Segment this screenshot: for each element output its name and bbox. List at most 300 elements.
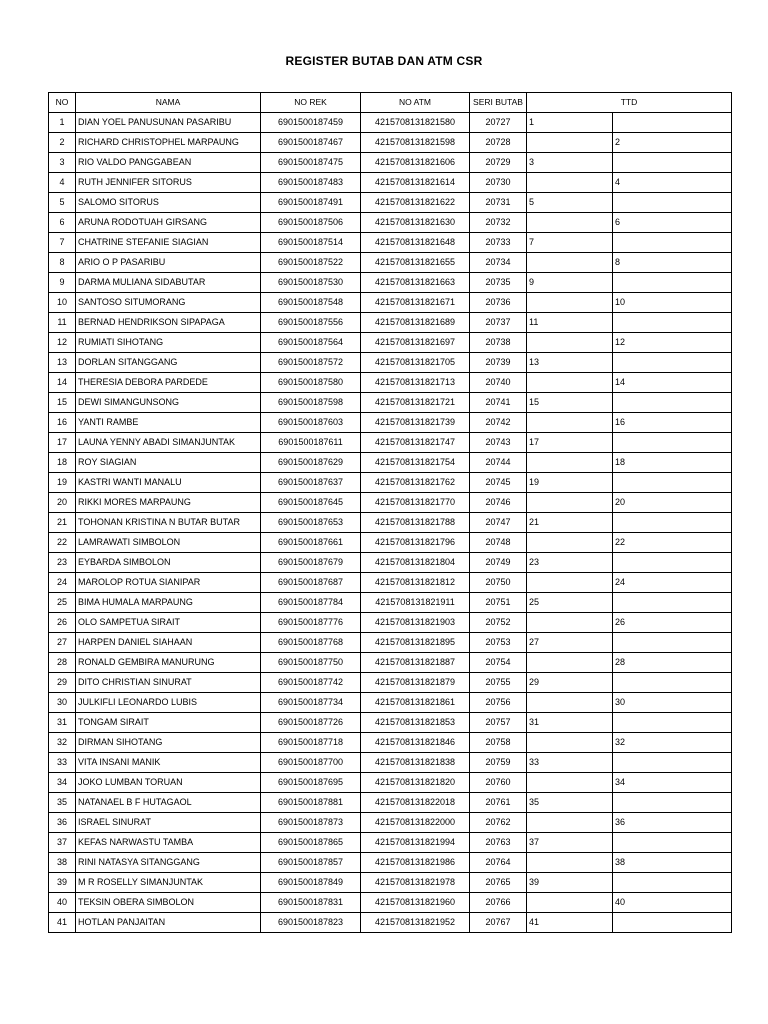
row-account-number-cell: 6901500187645 xyxy=(261,493,361,513)
table-row xyxy=(49,653,732,673)
row-butab-serial-cell: 20753 xyxy=(470,633,527,653)
row-signature-cell: 3 xyxy=(527,153,613,173)
table-row xyxy=(49,493,732,513)
row-signature-cell: 41 xyxy=(527,913,613,933)
row-name-cell: YANTI RAMBE xyxy=(76,413,261,433)
table-row xyxy=(49,233,732,253)
row-signature-blank xyxy=(613,673,732,693)
row-signature-cell: 13 xyxy=(527,353,613,373)
row-butab-serial-cell: 20760 xyxy=(470,773,527,793)
table-row xyxy=(49,153,732,173)
row-atm-number-cell: 4215708131821887 xyxy=(361,653,470,673)
row-account-number-cell: 6901500187506 xyxy=(261,213,361,233)
row-name-cell: MAROLOP ROTUA SIANIPAR xyxy=(76,573,261,593)
row-no-cell: 13 xyxy=(49,353,76,373)
row-no-cell: 1 xyxy=(49,113,76,133)
row-atm-number-cell: 4215708131821861 xyxy=(361,693,470,713)
row-name-cell: RINI NATASYA SITANGGANG xyxy=(76,853,261,873)
row-name-cell: DORLAN SITANGGANG xyxy=(76,353,261,373)
column-header-no: NO xyxy=(49,93,76,113)
row-signature-blank xyxy=(613,313,732,333)
row-name-cell: OLO SAMPETUA SIRAIT xyxy=(76,613,261,633)
row-atm-number-cell: 4215708131821689 xyxy=(361,313,470,333)
row-no-cell: 35 xyxy=(49,793,76,813)
row-signature-cell: 6 xyxy=(613,213,732,233)
row-atm-number-cell: 4215708131821911 xyxy=(361,593,470,613)
row-name-cell: CHATRINE STEFANIE SIAGIAN xyxy=(76,233,261,253)
row-atm-number-cell: 4215708131821648 xyxy=(361,233,470,253)
row-account-number-cell: 6901500187742 xyxy=(261,673,361,693)
row-name-cell: M R ROSELLY SIMANJUNTAK xyxy=(76,873,261,893)
row-no-cell: 19 xyxy=(49,473,76,493)
row-butab-serial-cell: 20749 xyxy=(470,553,527,573)
table-row xyxy=(49,173,732,193)
row-butab-serial-cell: 20756 xyxy=(470,693,527,713)
row-account-number-cell: 6901500187514 xyxy=(261,233,361,253)
row-atm-number-cell: 4215708131821762 xyxy=(361,473,470,493)
row-atm-number-cell: 4215708131821853 xyxy=(361,713,470,733)
row-butab-serial-cell: 20742 xyxy=(470,413,527,433)
row-butab-serial-cell: 20765 xyxy=(470,873,527,893)
row-signature-blank xyxy=(613,873,732,893)
row-atm-number-cell: 4215708131821820 xyxy=(361,773,470,793)
row-no-cell: 17 xyxy=(49,433,76,453)
row-atm-number-cell: 4215708131821614 xyxy=(361,173,470,193)
row-signature-cell: 36 xyxy=(613,813,732,833)
row-no-cell: 12 xyxy=(49,333,76,353)
row-signature-blank xyxy=(613,473,732,493)
row-no-cell: 7 xyxy=(49,233,76,253)
row-butab-serial-cell: 20730 xyxy=(470,173,527,193)
row-no-cell: 16 xyxy=(49,413,76,433)
row-signature-blank xyxy=(527,333,613,353)
row-signature-blank xyxy=(613,793,732,813)
row-signature-cell: 19 xyxy=(527,473,613,493)
row-signature-blank xyxy=(613,393,732,413)
row-signature-cell: 29 xyxy=(527,673,613,693)
row-account-number-cell: 6901500187679 xyxy=(261,553,361,573)
row-signature-blank xyxy=(613,833,732,853)
row-no-cell: 39 xyxy=(49,873,76,893)
row-account-number-cell: 6901500187726 xyxy=(261,713,361,733)
table-row xyxy=(49,793,732,813)
row-name-cell: ARUNA RODOTUAH GIRSANG xyxy=(76,213,261,233)
row-no-cell: 29 xyxy=(49,673,76,693)
row-account-number-cell: 6901500187768 xyxy=(261,633,361,653)
column-header-nama: NAMA xyxy=(76,93,261,113)
row-signature-blank xyxy=(527,413,613,433)
row-butab-serial-cell: 20766 xyxy=(470,893,527,913)
row-butab-serial-cell: 20741 xyxy=(470,393,527,413)
row-name-cell: SALOMO SITORUS xyxy=(76,193,261,213)
row-name-cell: LAMRAWATI SIMBOLON xyxy=(76,533,261,553)
row-signature-cell: 26 xyxy=(613,613,732,633)
row-name-cell: RUMIATI SIHOTANG xyxy=(76,333,261,353)
row-butab-serial-cell: 20763 xyxy=(470,833,527,853)
row-signature-cell: 22 xyxy=(613,533,732,553)
row-butab-serial-cell: 20736 xyxy=(470,293,527,313)
row-no-cell: 28 xyxy=(49,653,76,673)
row-name-cell: DEWI SIMANGUNSONG xyxy=(76,393,261,413)
row-signature-cell: 31 xyxy=(527,713,613,733)
document-title: REGISTER BUTAB DAN ATM CSR xyxy=(285,54,483,68)
row-butab-serial-cell: 20738 xyxy=(470,333,527,353)
row-signature-blank xyxy=(613,273,732,293)
row-signature-cell: 21 xyxy=(527,513,613,533)
row-signature-cell: 12 xyxy=(613,333,732,353)
table-row xyxy=(49,533,732,553)
row-name-cell: TONGAM SIRAIT xyxy=(76,713,261,733)
row-butab-serial-cell: 20728 xyxy=(470,133,527,153)
row-butab-serial-cell: 20761 xyxy=(470,793,527,813)
row-signature-cell: 37 xyxy=(527,833,613,853)
row-signature-cell: 7 xyxy=(527,233,613,253)
row-signature-blank xyxy=(527,733,613,753)
register-table xyxy=(48,92,732,933)
row-account-number-cell: 6901500187823 xyxy=(261,913,361,933)
row-atm-number-cell: 4215708131821879 xyxy=(361,673,470,693)
row-signature-cell: 1 xyxy=(527,113,613,133)
table-row xyxy=(49,393,732,413)
row-atm-number-cell: 4215708131821960 xyxy=(361,893,470,913)
row-name-cell: ROY SIAGIAN xyxy=(76,453,261,473)
row-butab-serial-cell: 20748 xyxy=(470,533,527,553)
row-atm-number-cell: 4215708131821598 xyxy=(361,133,470,153)
row-no-cell: 40 xyxy=(49,893,76,913)
row-account-number-cell: 6901500187865 xyxy=(261,833,361,853)
row-signature-blank xyxy=(613,233,732,253)
row-signature-cell: 35 xyxy=(527,793,613,813)
row-butab-serial-cell: 20731 xyxy=(470,193,527,213)
row-account-number-cell: 6901500187776 xyxy=(261,613,361,633)
row-atm-number-cell: 4215708131821903 xyxy=(361,613,470,633)
row-name-cell: BERNAD HENDRIKSON SIPAPAGA xyxy=(76,313,261,333)
row-account-number-cell: 6901500187857 xyxy=(261,853,361,873)
table-row xyxy=(49,413,732,433)
row-signature-cell: 10 xyxy=(613,293,732,313)
row-atm-number-cell: 4215708131821721 xyxy=(361,393,470,413)
row-atm-number-cell: 4215708131821812 xyxy=(361,573,470,593)
row-account-number-cell: 6901500187580 xyxy=(261,373,361,393)
row-signature-blank xyxy=(527,533,613,553)
row-account-number-cell: 6901500187629 xyxy=(261,453,361,473)
table-row xyxy=(49,633,732,653)
table-row xyxy=(49,373,732,393)
table-row xyxy=(49,713,732,733)
table-row xyxy=(49,133,732,153)
row-name-cell: BIMA HUMALA MARPAUNG xyxy=(76,593,261,613)
row-atm-number-cell: 4215708131822018 xyxy=(361,793,470,813)
row-account-number-cell: 6901500187475 xyxy=(261,153,361,173)
row-no-cell: 32 xyxy=(49,733,76,753)
table-row xyxy=(49,193,732,213)
row-account-number-cell: 6901500187831 xyxy=(261,893,361,913)
row-no-cell: 14 xyxy=(49,373,76,393)
row-signature-blank xyxy=(613,593,732,613)
row-butab-serial-cell: 20757 xyxy=(470,713,527,733)
row-signature-cell: 18 xyxy=(613,453,732,473)
row-no-cell: 30 xyxy=(49,693,76,713)
row-no-cell: 2 xyxy=(49,133,76,153)
table-row xyxy=(49,473,732,493)
row-name-cell: TOHONAN KRISTINA N BUTAR BUTAR xyxy=(76,513,261,533)
row-signature-blank xyxy=(527,293,613,313)
column-header-seri-butab: SERI BUTAB xyxy=(470,93,527,113)
row-no-cell: 37 xyxy=(49,833,76,853)
row-atm-number-cell: 4215708131821697 xyxy=(361,333,470,353)
row-butab-serial-cell: 20733 xyxy=(470,233,527,253)
row-name-cell: SANTOSO SITUMORANG xyxy=(76,293,261,313)
table-row xyxy=(49,753,732,773)
row-name-cell: RICHARD CHRISTOPHEL MARPAUNG xyxy=(76,133,261,153)
row-account-number-cell: 6901500187522 xyxy=(261,253,361,273)
row-atm-number-cell: 4215708131821747 xyxy=(361,433,470,453)
row-signature-blank xyxy=(613,553,732,573)
row-no-cell: 31 xyxy=(49,713,76,733)
column-header-no-rek: NO REK xyxy=(261,93,361,113)
table-row xyxy=(49,593,732,613)
table-row xyxy=(49,273,732,293)
row-signature-cell: 9 xyxy=(527,273,613,293)
row-butab-serial-cell: 20752 xyxy=(470,613,527,633)
row-atm-number-cell: 4215708131821580 xyxy=(361,113,470,133)
row-account-number-cell: 6901500187718 xyxy=(261,733,361,753)
row-atm-number-cell: 4215708131821663 xyxy=(361,273,470,293)
table-row xyxy=(49,333,732,353)
row-signature-cell: 20 xyxy=(613,493,732,513)
row-signature-cell: 5 xyxy=(527,193,613,213)
row-signature-cell: 14 xyxy=(613,373,732,393)
row-signature-cell: 16 xyxy=(613,413,732,433)
row-name-cell: THERESIA DEBORA PARDEDE xyxy=(76,373,261,393)
row-account-number-cell: 6901500187603 xyxy=(261,413,361,433)
row-butab-serial-cell: 20737 xyxy=(470,313,527,333)
row-account-number-cell: 6901500187784 xyxy=(261,593,361,613)
row-account-number-cell: 6901500187530 xyxy=(261,273,361,293)
row-no-cell: 10 xyxy=(49,293,76,313)
row-name-cell: ISRAEL SINURAT xyxy=(76,813,261,833)
table-row xyxy=(49,733,732,753)
table-row xyxy=(49,253,732,273)
row-signature-blank xyxy=(527,173,613,193)
row-name-cell: TEKSIN OBERA SIMBOLON xyxy=(76,893,261,913)
row-atm-number-cell: 4215708131821770 xyxy=(361,493,470,513)
row-butab-serial-cell: 20755 xyxy=(470,673,527,693)
row-no-cell: 4 xyxy=(49,173,76,193)
row-signature-cell: 11 xyxy=(527,313,613,333)
row-no-cell: 3 xyxy=(49,153,76,173)
table-row xyxy=(49,873,732,893)
row-butab-serial-cell: 20732 xyxy=(470,213,527,233)
row-atm-number-cell: 4215708131821895 xyxy=(361,633,470,653)
row-butab-serial-cell: 20744 xyxy=(470,453,527,473)
row-account-number-cell: 6901500187556 xyxy=(261,313,361,333)
table-body xyxy=(49,113,732,933)
row-name-cell: HOTLAN PANJAITAN xyxy=(76,913,261,933)
row-butab-serial-cell: 20754 xyxy=(470,653,527,673)
table-row xyxy=(49,113,732,133)
row-butab-serial-cell: 20759 xyxy=(470,753,527,773)
table-row xyxy=(49,573,732,593)
row-name-cell: JOKO LUMBAN TORUAN xyxy=(76,773,261,793)
row-butab-serial-cell: 20739 xyxy=(470,353,527,373)
row-account-number-cell: 6901500187637 xyxy=(261,473,361,493)
row-name-cell: ARIO O P PASARIBU xyxy=(76,253,261,273)
row-atm-number-cell: 4215708131821713 xyxy=(361,373,470,393)
row-no-cell: 24 xyxy=(49,573,76,593)
row-signature-cell: 15 xyxy=(527,393,613,413)
row-signature-blank xyxy=(527,653,613,673)
table-row xyxy=(49,613,732,633)
row-signature-blank xyxy=(613,153,732,173)
row-atm-number-cell: 4215708131821705 xyxy=(361,353,470,373)
row-no-cell: 26 xyxy=(49,613,76,633)
row-signature-blank xyxy=(527,253,613,273)
row-name-cell: RUTH JENNIFER SITORUS xyxy=(76,173,261,193)
row-name-cell: VITA INSANI MANIK xyxy=(76,753,261,773)
table-row xyxy=(49,813,732,833)
row-signature-cell: 39 xyxy=(527,873,613,893)
row-signature-blank xyxy=(527,693,613,713)
row-no-cell: 6 xyxy=(49,213,76,233)
column-header-ttd: TTD xyxy=(527,93,732,113)
row-signature-cell: 23 xyxy=(527,553,613,573)
row-atm-number-cell: 4215708131821671 xyxy=(361,293,470,313)
row-name-cell: JULKIFLI LEONARDO LUBIS xyxy=(76,693,261,713)
row-no-cell: 38 xyxy=(49,853,76,873)
row-account-number-cell: 6901500187734 xyxy=(261,693,361,713)
row-no-cell: 21 xyxy=(49,513,76,533)
row-name-cell: LAUNA YENNY ABADI SIMANJUNTAK xyxy=(76,433,261,453)
table-row xyxy=(49,513,732,533)
table-row xyxy=(49,773,732,793)
table-row xyxy=(49,553,732,573)
row-no-cell: 15 xyxy=(49,393,76,413)
row-no-cell: 27 xyxy=(49,633,76,653)
row-account-number-cell: 6901500187572 xyxy=(261,353,361,373)
row-signature-blank xyxy=(527,853,613,873)
row-atm-number-cell: 4215708131821846 xyxy=(361,733,470,753)
row-signature-blank xyxy=(613,113,732,133)
row-no-cell: 5 xyxy=(49,193,76,213)
table-row xyxy=(49,673,732,693)
row-signature-cell: 32 xyxy=(613,733,732,753)
row-account-number-cell: 6901500187687 xyxy=(261,573,361,593)
row-butab-serial-cell: 20746 xyxy=(470,493,527,513)
row-signature-blank xyxy=(527,573,613,593)
row-signature-cell: 30 xyxy=(613,693,732,713)
row-butab-serial-cell: 20758 xyxy=(470,733,527,753)
row-signature-cell: 40 xyxy=(613,893,732,913)
table-row xyxy=(49,353,732,373)
row-butab-serial-cell: 20729 xyxy=(470,153,527,173)
row-signature-cell: 24 xyxy=(613,573,732,593)
row-signature-blank xyxy=(613,513,732,533)
row-signature-blank xyxy=(527,773,613,793)
row-atm-number-cell: 4215708131821986 xyxy=(361,853,470,873)
row-account-number-cell: 6901500187695 xyxy=(261,773,361,793)
table-row xyxy=(49,833,732,853)
row-account-number-cell: 6901500187873 xyxy=(261,813,361,833)
row-account-number-cell: 6901500187849 xyxy=(261,873,361,893)
row-butab-serial-cell: 20747 xyxy=(470,513,527,533)
row-name-cell: DITO CHRISTIAN SINURAT xyxy=(76,673,261,693)
column-header-no-atm: NO ATM xyxy=(361,93,470,113)
row-signature-blank xyxy=(527,893,613,913)
row-signature-cell: 2 xyxy=(613,133,732,153)
row-no-cell: 11 xyxy=(49,313,76,333)
row-name-cell: HARPEN DANIEL SIAHAAN xyxy=(76,633,261,653)
row-butab-serial-cell: 20743 xyxy=(470,433,527,453)
row-signature-blank xyxy=(613,193,732,213)
row-name-cell: RONALD GEMBIRA MANURUNG xyxy=(76,653,261,673)
row-no-cell: 22 xyxy=(49,533,76,553)
row-signature-cell: 38 xyxy=(613,853,732,873)
row-atm-number-cell: 4215708131821838 xyxy=(361,753,470,773)
table-row xyxy=(49,853,732,873)
table-row xyxy=(49,893,732,913)
table-row xyxy=(49,313,732,333)
row-account-number-cell: 6901500187564 xyxy=(261,333,361,353)
row-atm-number-cell: 4215708131821622 xyxy=(361,193,470,213)
row-signature-blank xyxy=(527,613,613,633)
row-signature-cell: 34 xyxy=(613,773,732,793)
row-butab-serial-cell: 20767 xyxy=(470,913,527,933)
row-account-number-cell: 6901500187661 xyxy=(261,533,361,553)
table-row xyxy=(49,293,732,313)
row-signature-cell: 17 xyxy=(527,433,613,453)
row-signature-blank xyxy=(527,813,613,833)
row-signature-cell: 4 xyxy=(613,173,732,193)
row-account-number-cell: 6901500187491 xyxy=(261,193,361,213)
row-name-cell: DARMA MULIANA SIDABUTAR xyxy=(76,273,261,293)
row-no-cell: 36 xyxy=(49,813,76,833)
row-signature-blank xyxy=(527,453,613,473)
row-signature-cell: 25 xyxy=(527,593,613,613)
row-account-number-cell: 6901500187700 xyxy=(261,753,361,773)
row-signature-blank xyxy=(613,913,732,933)
row-signature-blank xyxy=(613,633,732,653)
row-name-cell: KASTRI WANTI MANALU xyxy=(76,473,261,493)
row-account-number-cell: 6901500187611 xyxy=(261,433,361,453)
row-butab-serial-cell: 20735 xyxy=(470,273,527,293)
row-atm-number-cell: 4215708131821796 xyxy=(361,533,470,553)
row-account-number-cell: 6901500187653 xyxy=(261,513,361,533)
row-signature-cell: 8 xyxy=(613,253,732,273)
row-account-number-cell: 6901500187750 xyxy=(261,653,361,673)
row-name-cell: RIO VALDO PANGGABEAN xyxy=(76,153,261,173)
row-account-number-cell: 6901500187483 xyxy=(261,173,361,193)
row-signature-blank xyxy=(527,373,613,393)
row-signature-blank xyxy=(613,753,732,773)
row-no-cell: 41 xyxy=(49,913,76,933)
row-name-cell: NATANAEL B F HUTAGAOL xyxy=(76,793,261,813)
row-butab-serial-cell: 20727 xyxy=(470,113,527,133)
row-no-cell: 20 xyxy=(49,493,76,513)
row-atm-number-cell: 4215708131822000 xyxy=(361,813,470,833)
row-butab-serial-cell: 20762 xyxy=(470,813,527,833)
row-butab-serial-cell: 20750 xyxy=(470,573,527,593)
row-no-cell: 25 xyxy=(49,593,76,613)
row-no-cell: 8 xyxy=(49,253,76,273)
row-signature-blank xyxy=(527,493,613,513)
row-account-number-cell: 6901500187598 xyxy=(261,393,361,413)
table-row xyxy=(49,433,732,453)
row-no-cell: 34 xyxy=(49,773,76,793)
row-signature-blank xyxy=(613,433,732,453)
row-account-number-cell: 6901500187881 xyxy=(261,793,361,813)
row-atm-number-cell: 4215708131821754 xyxy=(361,453,470,473)
